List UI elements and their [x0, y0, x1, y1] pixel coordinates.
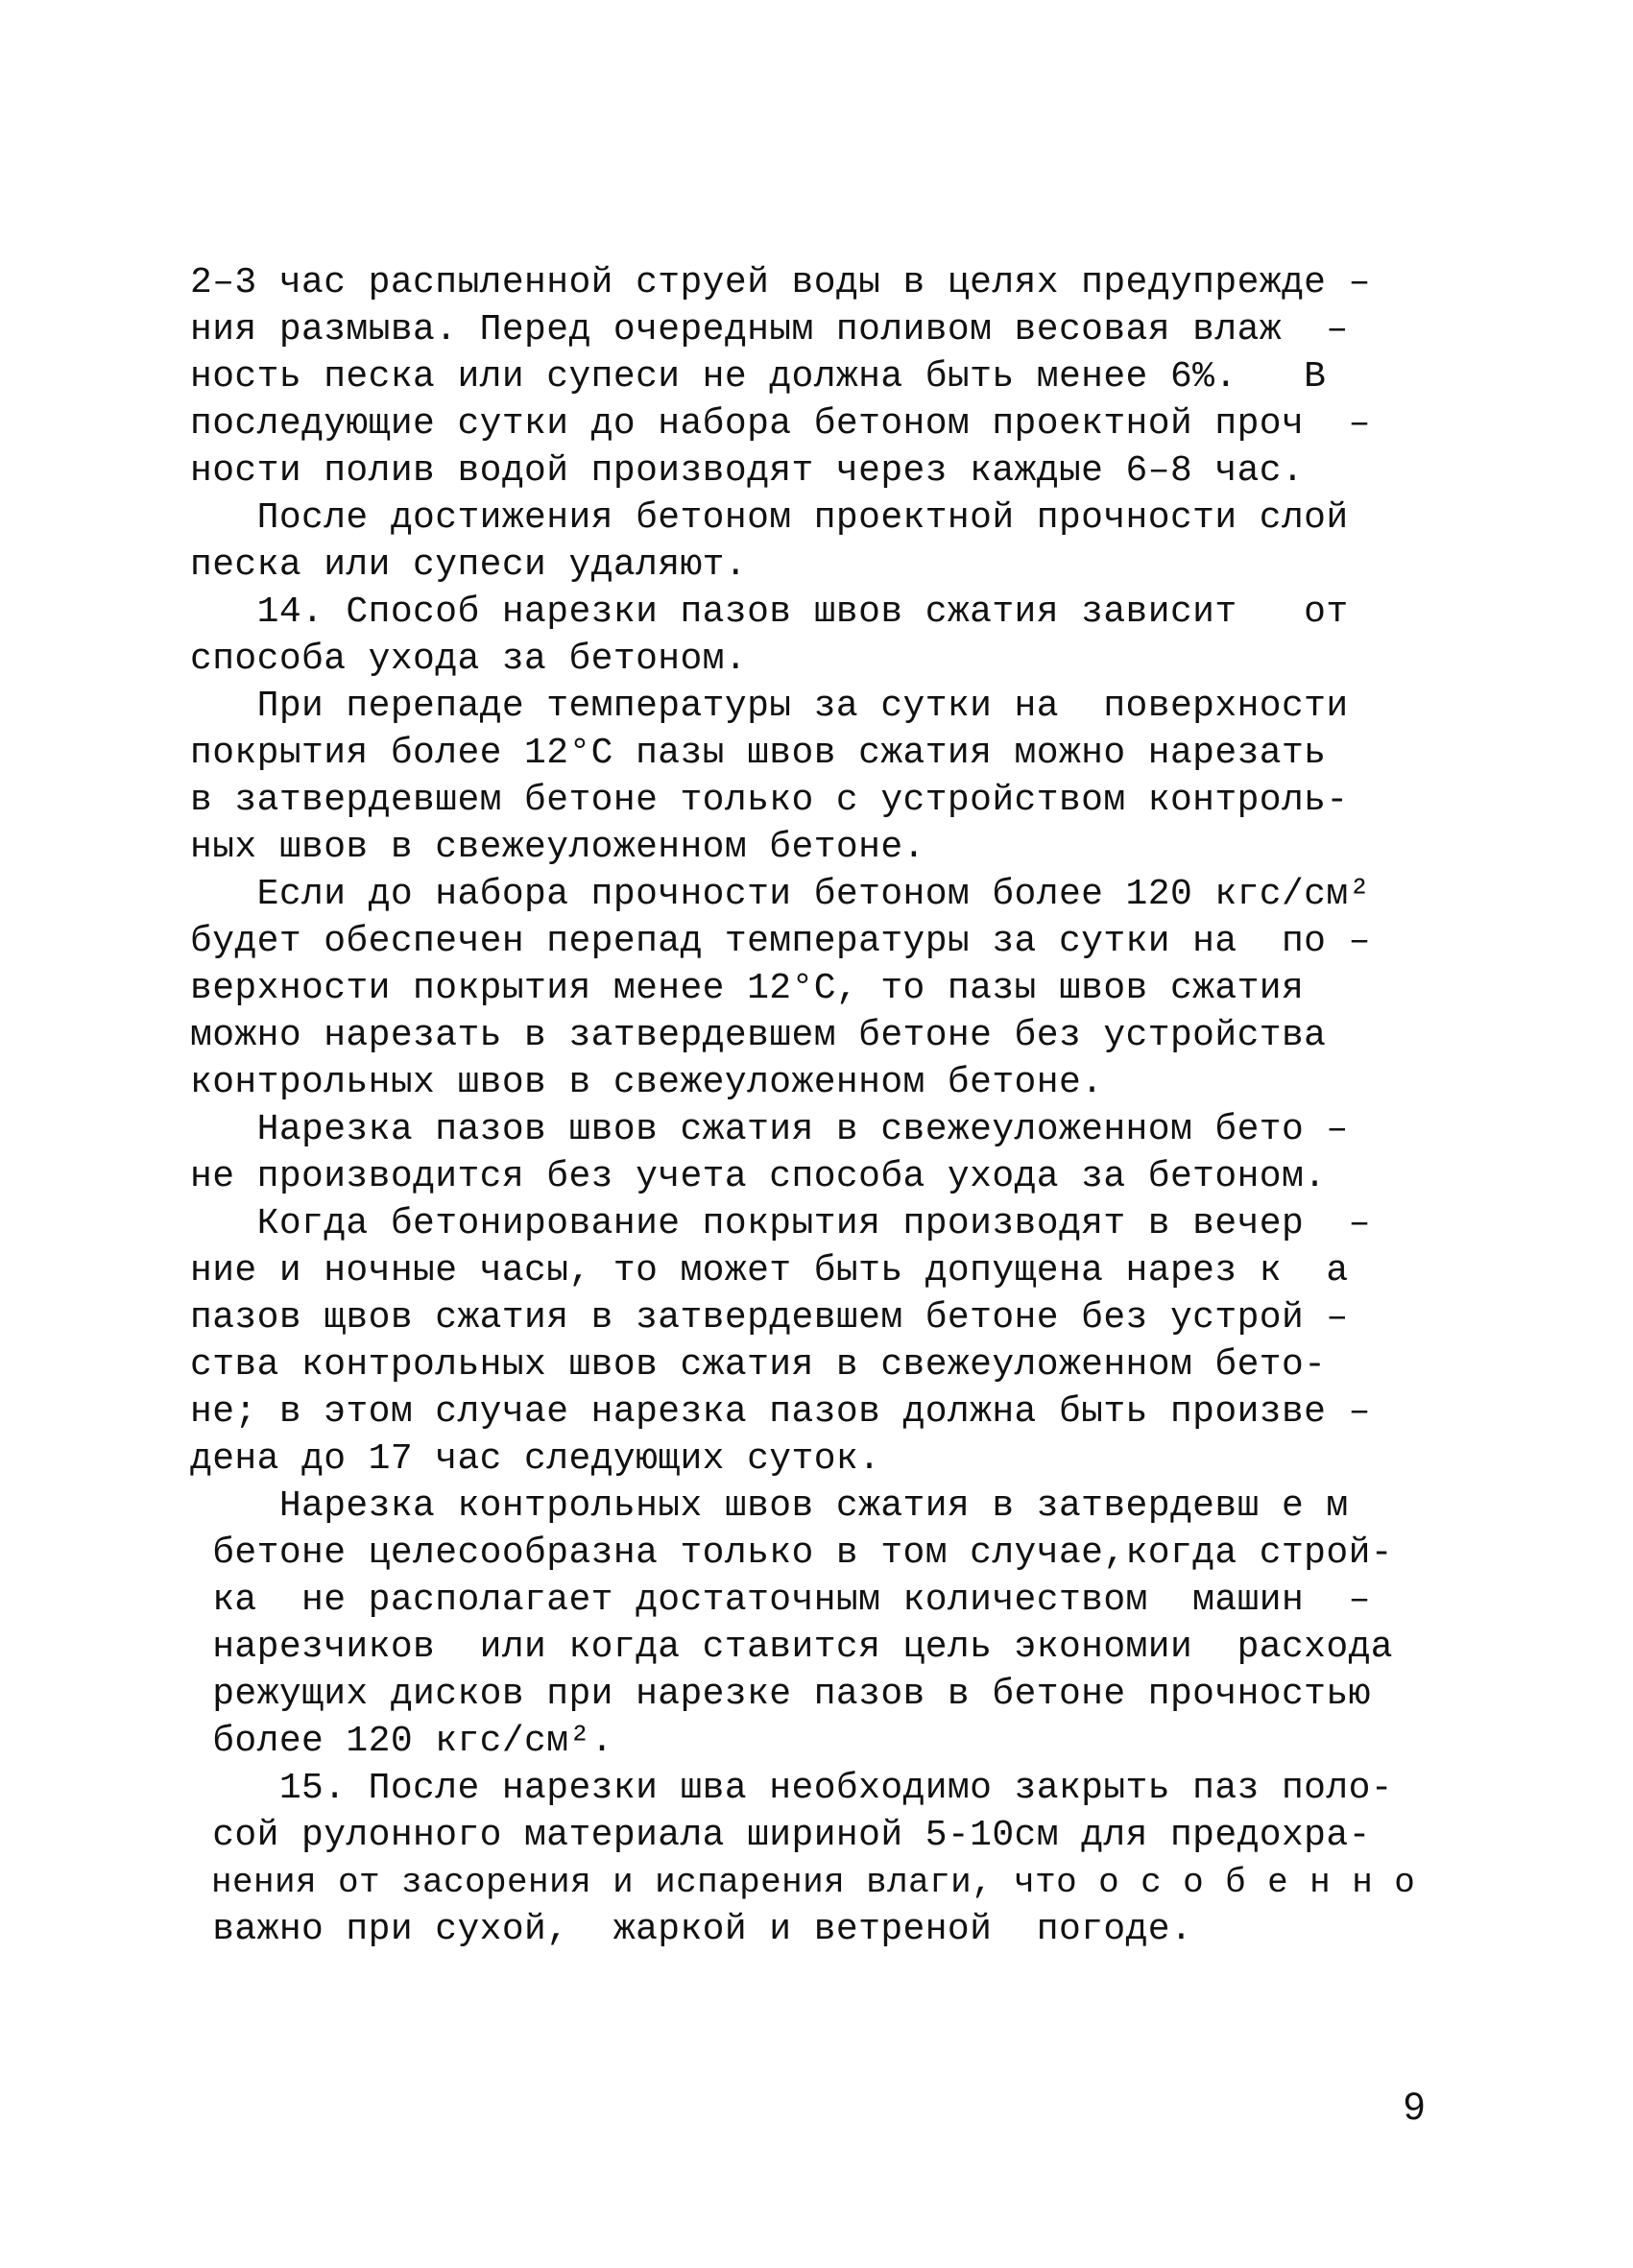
text-line: последующие сутки до набора бетоном проектной проч –: [190, 403, 1371, 445]
text-line: Если до набора прочности бетоном более 120 кгс/см²: [190, 874, 1371, 915]
text-line: ных швов в свежеуложенном бетоне.: [190, 827, 925, 868]
text-line: верхности покрытия менее 12°С, то пазы швов сжатия: [190, 968, 1305, 1009]
text-line: При перепаде температуры за сутки на поверхности: [190, 686, 1349, 727]
text-line: будет обеспечен перепад температуры за сутки на по –: [190, 921, 1371, 962]
text-line: более 120 кгс/см².: [190, 1721, 613, 1762]
text-line: После достижения бетоном проектной прочности слой: [190, 497, 1349, 539]
text-line: пазов щвов сжатия в затвердевшем бетоне без устрой –: [190, 1297, 1349, 1339]
text-line: песка или супеси удаляют.: [190, 544, 748, 586]
text-line: 14. Способ нарезки пазов швов сжатия зависит от: [190, 591, 1349, 633]
text-line: нарезчиков или когда ставится цель экономии расхода: [190, 1627, 1393, 1668]
text-line: ние и ночные часы, то может быть допущена нарез к а: [190, 1250, 1349, 1291]
text-line: не производится без учета способа ухода за бетоном.: [190, 1156, 1327, 1197]
text-line: Нарезка контрольных швов сжатия в затвердевш е м: [190, 1485, 1349, 1527]
text-line: не; в этом случае нарезка пазов должна быть произве –: [190, 1391, 1371, 1433]
text-line: ности полив водой производят через каждые 6–8 час.: [190, 450, 1305, 492]
text-line: важно при сухой, жаркой и ветреной погоде.: [190, 1909, 1193, 1950]
text-line: покрытия более 12°С пазы швов сжатия можно нарезать: [190, 733, 1327, 774]
text-line: ния размыва. Перед очередным поливом весовая влаж –: [190, 309, 1349, 350]
text-line: 15. После нарезки шва необходимо закрыть паз поло-: [190, 1768, 1393, 1809]
text-line: ность песка или супеси не должна быть менее 6%. В: [190, 356, 1327, 398]
text-line: контрольных швов в свежеуложенном бетоне.: [190, 1062, 1104, 1103]
text-line: бетоне целесообразна только в том случае,когда строй-: [190, 1532, 1393, 1574]
text-line: сой рулонного материала шириной 5-10см для предохра-: [190, 1815, 1371, 1856]
text-line: ства контрольных швов сжатия в свежеуложенном бето-: [190, 1344, 1327, 1386]
text-line: Нарезка пазов швов сжатия в свежеуложенном бето –: [190, 1109, 1349, 1150]
text-line: режущих дисков при нарезке пазов в бетоне прочностью: [190, 1674, 1371, 1715]
body-text: [190, 259, 1448, 1953]
page-number: 9: [1404, 2086, 1426, 2128]
text-line: можно нарезать в затвердевшем бетоне без устройства: [190, 1015, 1327, 1056]
text-line: нения от засорения и испарения влаги, что о с о б е н н о: [190, 1863, 1416, 1902]
text-line: ка не располагает достаточным количеством машин –: [190, 1580, 1371, 1621]
text-line: Когда бетонирование покрытия производят в вечер –: [190, 1203, 1371, 1244]
text-line: способа ухода за бетоном.: [190, 639, 748, 680]
text-line: дена до 17 час следующих суток.: [190, 1438, 881, 1480]
text-line: 2–3 час распыленной струей воды в целях предупрежде –: [190, 262, 1371, 303]
text-line: в затвердевшем бетоне только с устройством контроль-: [190, 780, 1349, 821]
